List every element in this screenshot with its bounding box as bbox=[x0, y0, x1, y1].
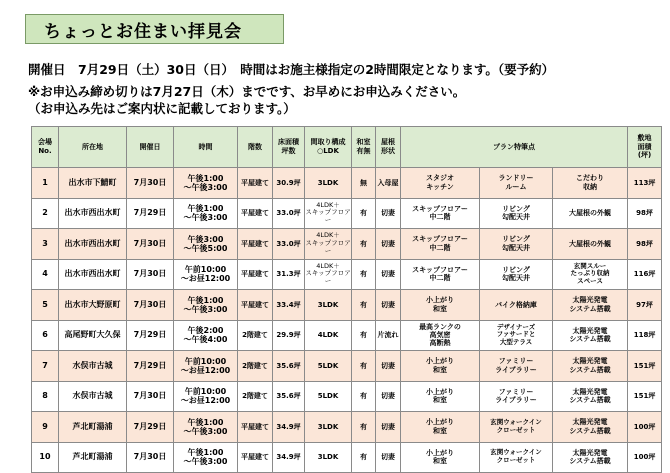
site-area-cell: 98坪 bbox=[628, 229, 662, 260]
venue-no-cell: 3 bbox=[32, 229, 59, 260]
header-roof: 屋根 形状 bbox=[376, 127, 401, 168]
floors-cell: 2階建て bbox=[238, 320, 273, 351]
floors-cell: 平屋建て bbox=[238, 168, 273, 199]
header-japanese-room: 和室 有無 bbox=[352, 127, 376, 168]
venue-no-cell: 1 bbox=[32, 168, 59, 199]
time-cell: 午後1:00 ～午後3:00 bbox=[174, 168, 238, 199]
layout-cell: 4LDK＋ スキップフロアー bbox=[305, 259, 352, 290]
feature-cell: 玄関ウォークイン クローゼット bbox=[480, 442, 553, 473]
roof-cell: 切妻 bbox=[376, 198, 401, 229]
floor-area-cell: 33.0坪 bbox=[273, 198, 305, 229]
japanese-room-cell: 有 bbox=[352, 442, 376, 473]
table-row bbox=[32, 290, 662, 321]
japanese-room-cell: 有 bbox=[352, 290, 376, 321]
feature-cell: ファミリー ライブラリー bbox=[480, 381, 553, 412]
feature-cell: 大屋根の外観 bbox=[553, 198, 628, 229]
venue-no-cell: 7 bbox=[32, 351, 59, 382]
layout-cell: 4LDK＋ スキップフロアー bbox=[305, 229, 352, 260]
time-cell: 午後1:00 ～午後3:00 bbox=[174, 442, 238, 473]
date-cell: 7月30日 bbox=[127, 229, 174, 260]
japanese-room-cell: 無 bbox=[352, 168, 376, 199]
layout-cell: 3LDK bbox=[305, 412, 352, 443]
layout-cell: 3LDK bbox=[305, 290, 352, 321]
header-floor-area: 床面積 坪数 bbox=[273, 127, 305, 168]
header-floors: 階数 bbox=[238, 127, 273, 168]
floor-area-cell: 35.6坪 bbox=[273, 351, 305, 382]
header-time: 時間 bbox=[174, 127, 238, 168]
table-row bbox=[32, 351, 662, 382]
time-cell: 午前10:00 ～お昼12:00 bbox=[174, 381, 238, 412]
location-cell: 水俣市古城 bbox=[59, 381, 127, 412]
floor-area-cell: 34.9坪 bbox=[273, 442, 305, 473]
floors-cell: 平屋建て bbox=[238, 412, 273, 443]
feature-cell: バイク格納庫 bbox=[480, 290, 553, 321]
location-cell: 水俣市古城 bbox=[59, 351, 127, 382]
site-area-cell: 100坪 bbox=[628, 442, 662, 473]
floors-cell: 平屋建て bbox=[238, 259, 273, 290]
date-cell: 7月29日 bbox=[127, 198, 174, 229]
location-cell: 出水市西出水町 bbox=[59, 259, 127, 290]
site-area-cell: 100坪 bbox=[628, 412, 662, 443]
feature-cell: 太陽光発電 システム搭載 bbox=[553, 351, 628, 382]
time-cell: 午後1:00 ～午後3:00 bbox=[174, 290, 238, 321]
feature-cell: 太陽光発電 システム搭載 bbox=[553, 412, 628, 443]
feature-cell: ファミリー ライブラリー bbox=[480, 351, 553, 382]
location-cell: 高尾野町大久保 bbox=[59, 320, 127, 351]
japanese-room-cell: 有 bbox=[352, 381, 376, 412]
time-cell: 午後1:00 ～午後3:00 bbox=[174, 198, 238, 229]
feature-cell: 小上がり 和室 bbox=[401, 290, 480, 321]
deadline-notice: ※お申込み締め切りは7月27日（木）までです、お早めにお申込みください。 bbox=[28, 84, 466, 99]
date-cell: 7月29日 bbox=[127, 412, 174, 443]
feature-cell: 太陽光発電 システム搭載 bbox=[553, 290, 628, 321]
time-cell: 午後1:00 ～午後3:00 bbox=[174, 412, 238, 443]
floors-cell: 平屋建て bbox=[238, 229, 273, 260]
application-notice: （お申込み先はご案内状に記載しております。） bbox=[28, 101, 296, 116]
roof-cell: 切妻 bbox=[376, 381, 401, 412]
table-header-row bbox=[32, 127, 662, 168]
roof-cell: 片流れ bbox=[376, 320, 401, 351]
time-cell: 午前10:00 ～お昼12:00 bbox=[174, 351, 238, 382]
japanese-room-cell: 有 bbox=[352, 412, 376, 443]
event-dates-notice: 開催日 7月29日（土）30日（日） 時間はお施主様指定の2時間限定となります。（要予約） bbox=[28, 62, 555, 77]
table-row bbox=[32, 229, 662, 260]
time-cell: 午前10:00 ～お昼12:00 bbox=[174, 259, 238, 290]
venue-no-cell: 8 bbox=[32, 381, 59, 412]
layout-cell: 3LDK bbox=[305, 168, 352, 199]
site-area-cell: 98坪 bbox=[628, 198, 662, 229]
location-cell: 芦北町湯浦 bbox=[59, 442, 127, 473]
feature-cell: 小上がり 和室 bbox=[401, 442, 480, 473]
date-cell: 7月29日 bbox=[127, 320, 174, 351]
date-cell: 7月30日 bbox=[127, 168, 174, 199]
feature-cell: 小上がり 和室 bbox=[401, 412, 480, 443]
floors-cell: 2階建て bbox=[238, 351, 273, 382]
site-area-cell: 151坪 bbox=[628, 351, 662, 382]
floor-area-cell: 35.6坪 bbox=[273, 381, 305, 412]
table-row bbox=[32, 259, 662, 290]
table-row bbox=[32, 381, 662, 412]
feature-cell: 最高ランクの 高気密 高断熱 bbox=[401, 320, 480, 351]
header-site-area: 敷地 面積 (坪) bbox=[628, 127, 662, 168]
venue-no-cell: 9 bbox=[32, 412, 59, 443]
floor-area-cell: 33.4坪 bbox=[273, 290, 305, 321]
site-area-cell: 97坪 bbox=[628, 290, 662, 321]
feature-cell: 小上がり 和室 bbox=[401, 381, 480, 412]
table-row bbox=[32, 168, 662, 199]
floors-cell: 平屋建て bbox=[238, 442, 273, 473]
page-title: ちょっとお住まい拝見会 bbox=[25, 14, 284, 44]
roof-cell: 入母屋 bbox=[376, 168, 401, 199]
location-cell: 出水市下鯖町 bbox=[59, 168, 127, 199]
layout-cell: 5LDK bbox=[305, 381, 352, 412]
feature-cell: リビング 勾配天井 bbox=[480, 229, 553, 260]
floors-cell: 平屋建て bbox=[238, 198, 273, 229]
venue-table bbox=[31, 126, 662, 473]
japanese-room-cell: 有 bbox=[352, 351, 376, 382]
feature-cell: 玄関ウォークイン クローゼット bbox=[480, 412, 553, 443]
layout-cell: 4LDK bbox=[305, 320, 352, 351]
layout-cell: 5LDK bbox=[305, 351, 352, 382]
table-row bbox=[32, 412, 662, 443]
feature-cell: 太陽光発電 システム搭載 bbox=[553, 381, 628, 412]
location-cell: 出水市西出水町 bbox=[59, 198, 127, 229]
roof-cell: 切妻 bbox=[376, 259, 401, 290]
date-cell: 7月30日 bbox=[127, 259, 174, 290]
location-cell: 芦北町湯浦 bbox=[59, 412, 127, 443]
time-cell: 午後3:00 ～午後5:00 bbox=[174, 229, 238, 260]
roof-cell: 切妻 bbox=[376, 412, 401, 443]
date-cell: 7月30日 bbox=[127, 290, 174, 321]
roof-cell: 切妻 bbox=[376, 442, 401, 473]
feature-cell: 太陽光発電 システム搭載 bbox=[553, 320, 628, 351]
site-area-cell: 151坪 bbox=[628, 381, 662, 412]
floor-area-cell: 34.9坪 bbox=[273, 412, 305, 443]
floor-area-cell: 29.9坪 bbox=[273, 320, 305, 351]
layout-cell: 4LDK＋ スキップフロアー bbox=[305, 198, 352, 229]
venue-no-cell: 2 bbox=[32, 198, 59, 229]
roof-cell: 切妻 bbox=[376, 229, 401, 260]
date-cell: 7月29日 bbox=[127, 351, 174, 382]
venue-no-cell: 4 bbox=[32, 259, 59, 290]
feature-cell: デザイナーズ ファサードと 大型テラス bbox=[480, 320, 553, 351]
time-cell: 午後2:00 ～午後4:00 bbox=[174, 320, 238, 351]
venue-no-cell: 6 bbox=[32, 320, 59, 351]
floor-area-cell: 33.0坪 bbox=[273, 229, 305, 260]
site-area-cell: 118坪 bbox=[628, 320, 662, 351]
feature-cell: スキップフロアー 中二階 bbox=[401, 259, 480, 290]
table-row bbox=[32, 442, 662, 473]
header-location: 所在地 bbox=[59, 127, 127, 168]
venue-no-cell: 10 bbox=[32, 442, 59, 473]
site-area-cell: 113坪 bbox=[628, 168, 662, 199]
feature-cell: 大屋根の外観 bbox=[553, 229, 628, 260]
date-cell: 7月30日 bbox=[127, 381, 174, 412]
location-cell: 出水市西出水町 bbox=[59, 229, 127, 260]
floor-area-cell: 30.9坪 bbox=[273, 168, 305, 199]
roof-cell: 切妻 bbox=[376, 290, 401, 321]
feature-cell: スタジオ キッチン bbox=[401, 168, 480, 199]
feature-cell: 小上がり 和室 bbox=[401, 351, 480, 382]
location-cell: 出水市大野原町 bbox=[59, 290, 127, 321]
japanese-room-cell: 有 bbox=[352, 198, 376, 229]
feature-cell: 太陽光発電 システム搭載 bbox=[553, 442, 628, 473]
japanese-room-cell: 有 bbox=[352, 259, 376, 290]
venue-no-cell: 5 bbox=[32, 290, 59, 321]
header-layout: 間取り構成 ○LDK bbox=[305, 127, 352, 168]
japanese-room-cell: 有 bbox=[352, 229, 376, 260]
floor-area-cell: 31.3坪 bbox=[273, 259, 305, 290]
date-cell: 7月30日 bbox=[127, 442, 174, 473]
feature-cell: スキップフロアー 中二階 bbox=[401, 198, 480, 229]
table-row bbox=[32, 198, 662, 229]
layout-cell: 3LDK bbox=[305, 442, 352, 473]
roof-cell: 切妻 bbox=[376, 351, 401, 382]
japanese-room-cell: 有 bbox=[352, 320, 376, 351]
table-row bbox=[32, 320, 662, 351]
feature-cell: スキップフロアー 中二階 bbox=[401, 229, 480, 260]
feature-cell: リビング 勾配天井 bbox=[480, 259, 553, 290]
header-features: プラン特筆点 bbox=[401, 127, 628, 168]
floors-cell: 2階建て bbox=[238, 381, 273, 412]
header-date: 開催日 bbox=[127, 127, 174, 168]
site-area-cell: 116坪 bbox=[628, 259, 662, 290]
feature-cell: 玄関スルー たっぷり収納 スペース bbox=[553, 259, 628, 290]
feature-cell: ランドリー ルーム bbox=[480, 168, 553, 199]
floors-cell: 平屋建て bbox=[238, 290, 273, 321]
feature-cell: リビング 勾配天井 bbox=[480, 198, 553, 229]
header-no: 会場 No. bbox=[32, 127, 59, 168]
feature-cell: こだわり 収納 bbox=[553, 168, 628, 199]
